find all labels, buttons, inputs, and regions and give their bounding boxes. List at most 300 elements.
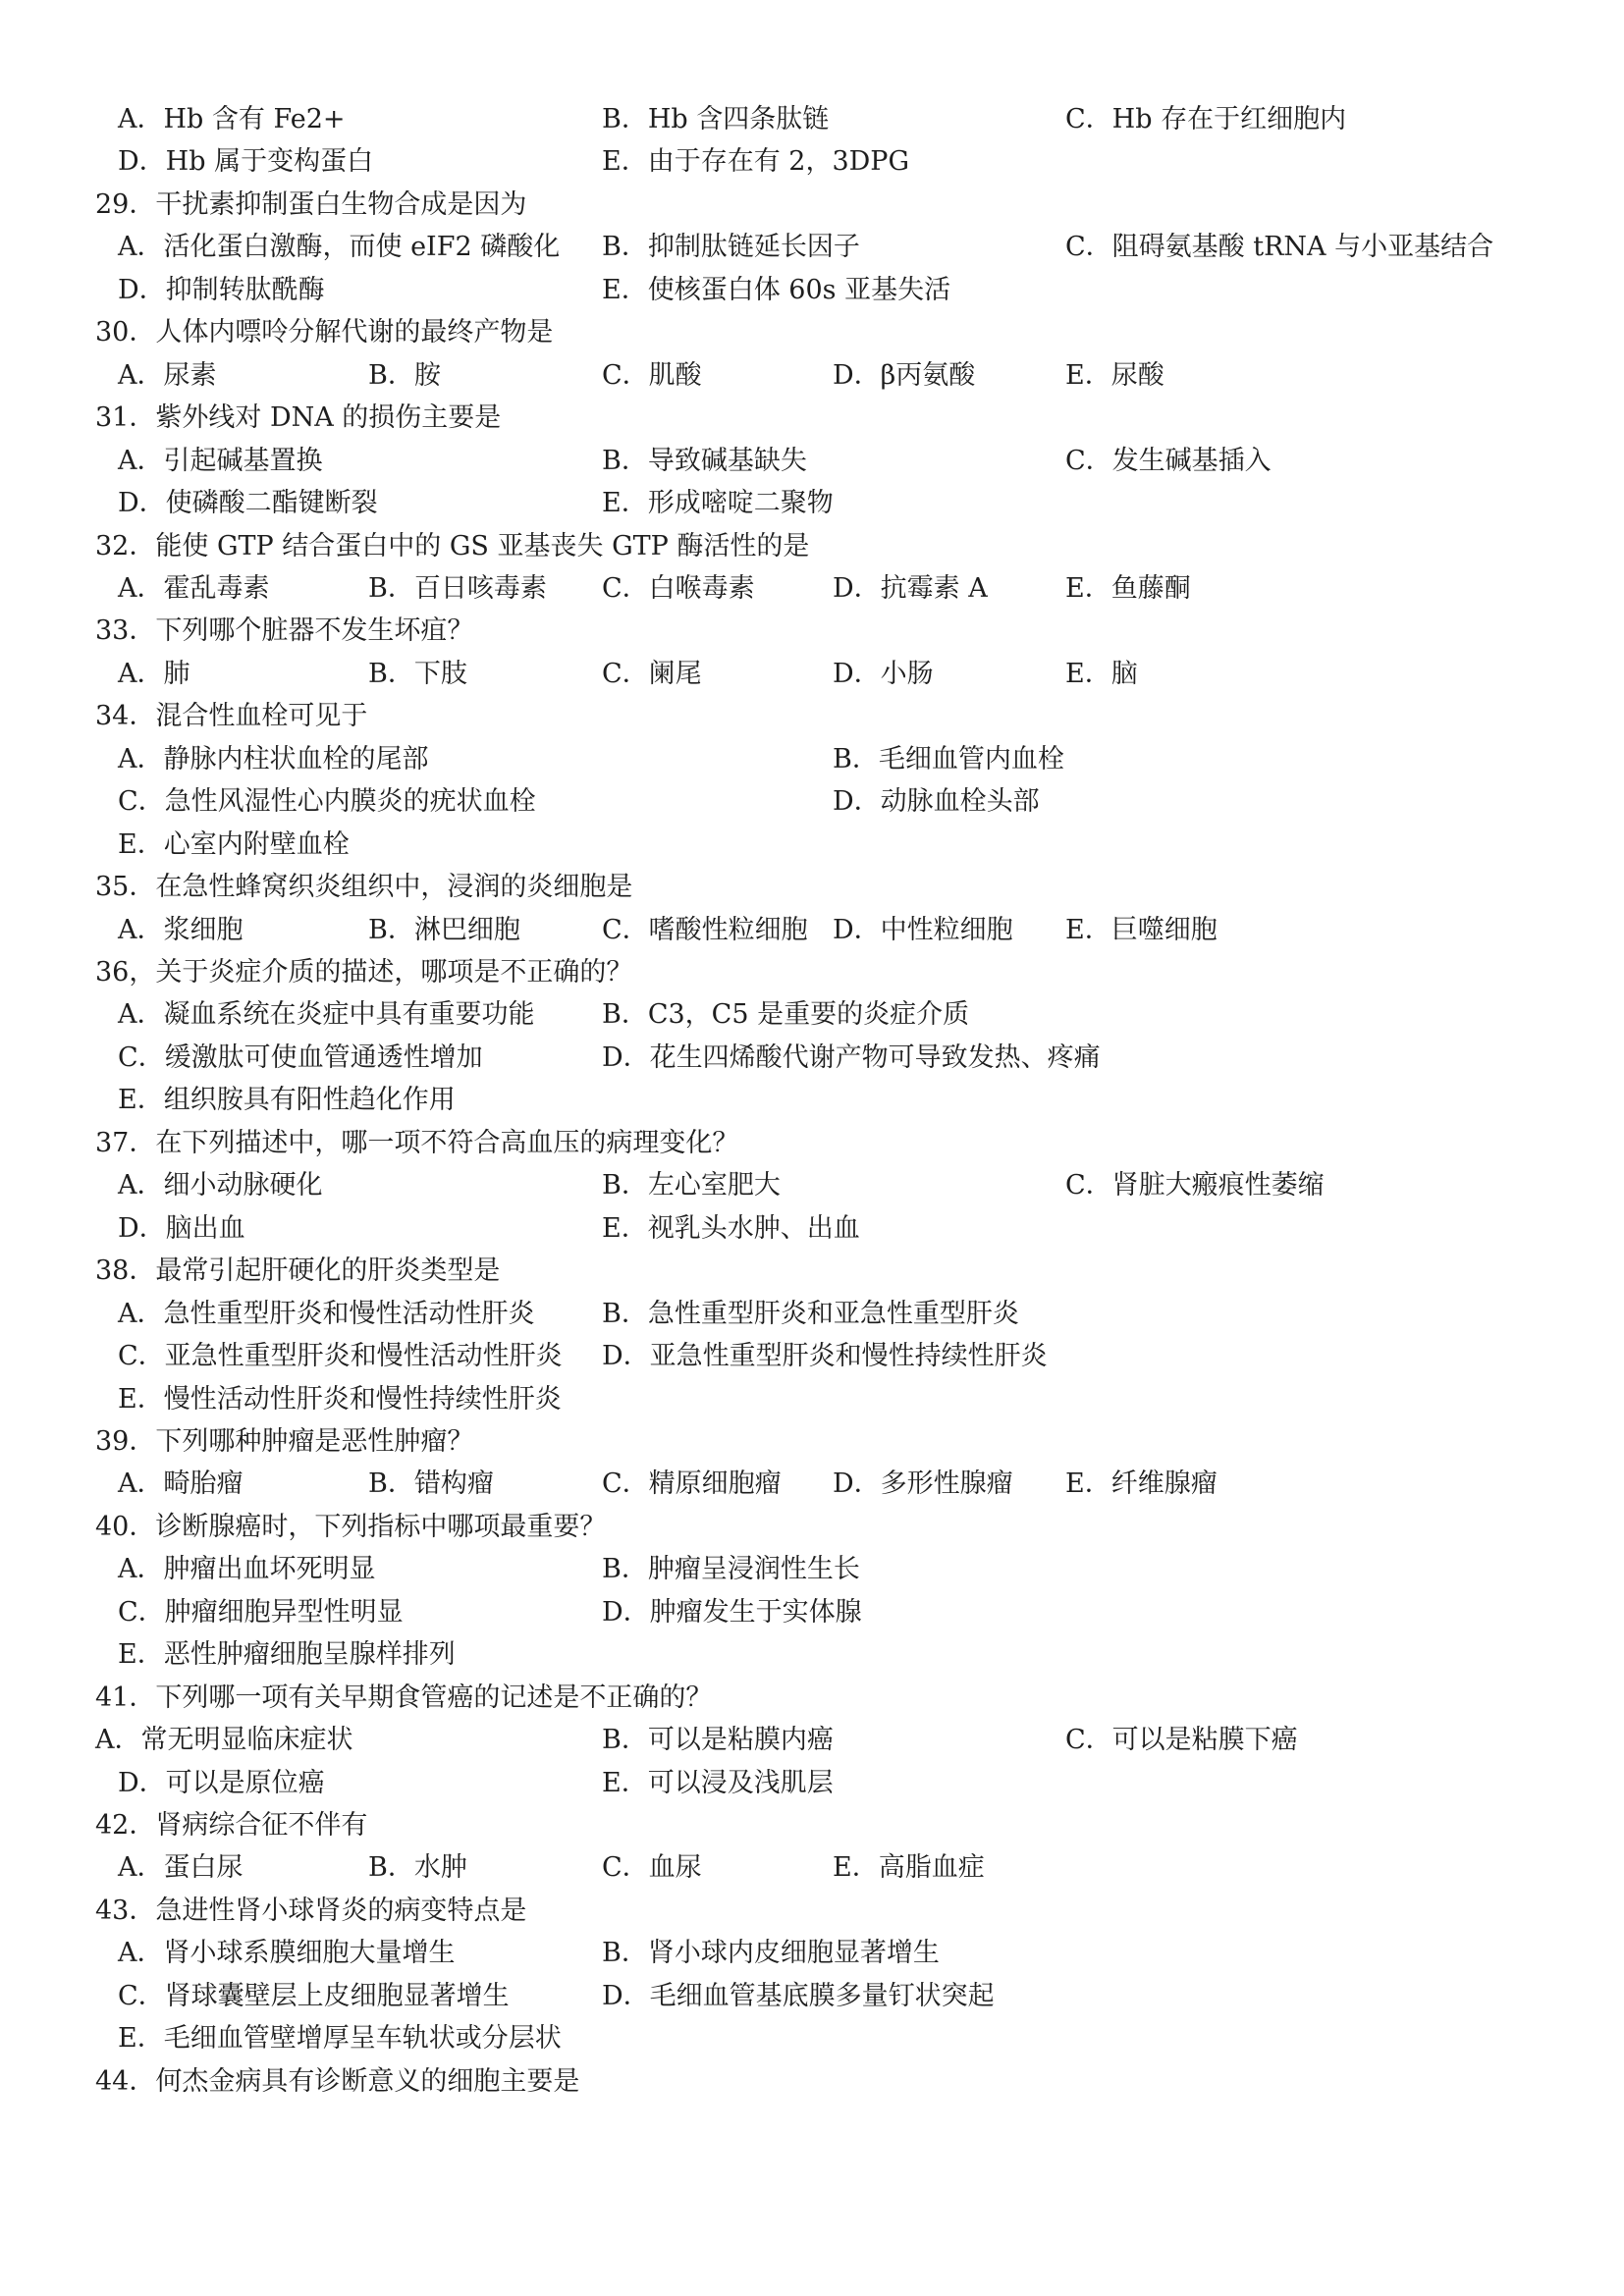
options-line: [0, 1079, 1624, 1121]
question-number: 39．: [95, 1425, 156, 1457]
option-text: 毛细血管壁增厚呈车轨状或分层状: [163, 2023, 562, 2055]
option-letter: B．: [602, 1170, 648, 1201]
option-text: 活化蛋白激酶，而使 eIF2 磷酸化: [163, 232, 561, 263]
answer-option: [118, 1975, 510, 2017]
option-letter: D．: [833, 786, 881, 818]
option-letter: B．: [602, 1938, 648, 1969]
question-line: [0, 866, 1624, 908]
option-letter: D．: [833, 572, 881, 604]
answer-option: [602, 993, 969, 1036]
answer-option: [833, 1846, 985, 1889]
option-letter: D．: [833, 1468, 881, 1500]
option-text: 肿瘤发生于实体腺: [649, 1596, 862, 1628]
question-line: [0, 1677, 1624, 1719]
question-text: 何杰金病具有诊断意义的细胞主要是: [155, 2065, 580, 2097]
option-letter: C．: [118, 1341, 165, 1372]
question-stem: [95, 311, 553, 353]
option-text: Hb 含四条肽链: [647, 104, 830, 134]
question-number: 43．: [95, 1895, 156, 1926]
option-letter: D．: [118, 1767, 166, 1798]
option-letter: C．: [1065, 232, 1112, 263]
question-line: [0, 397, 1624, 439]
answer-option: [118, 98, 346, 140]
option-letter: C．: [1065, 1170, 1112, 1201]
answer-option: [118, 780, 536, 823]
answer-option: [602, 1932, 940, 1974]
option-letter: E．: [602, 1212, 648, 1244]
answer-option: [118, 1293, 535, 1335]
question-text: 最常引起肝硬化的肝炎类型是: [155, 1255, 501, 1287]
option-letter: C．: [118, 1980, 165, 2011]
option-text: 细小动脉硬化: [163, 1170, 323, 1201]
answer-option: [118, 1207, 245, 1250]
option-text: 中性粒细胞: [880, 914, 1013, 945]
question-number: 38．: [95, 1255, 156, 1287]
option-text: 肾球囊壁层上皮细胞显著增生: [164, 1980, 510, 2011]
answer-option: [368, 354, 441, 397]
question-number: 36，: [95, 957, 156, 988]
option-text: 鱼藤酮: [1110, 572, 1191, 604]
option-text: 凝血系统在炎症中具有重要功能: [163, 999, 535, 1031]
question-text: 下列哪个脏器不发生坏疽？: [155, 615, 474, 647]
answer-option: [118, 993, 535, 1036]
question-text: 关于炎症介质的描述，哪项是不正确的？: [155, 957, 633, 988]
answer-option: [602, 567, 755, 610]
options-line: [0, 1719, 1624, 1761]
option-letter: C．: [118, 1041, 165, 1073]
question-line: [0, 695, 1624, 737]
answer-option: [1065, 909, 1218, 951]
option-text: 亚急性重型肝炎和慢性活动性肝炎: [164, 1341, 563, 1372]
question-stem: [95, 525, 809, 567]
option-letter: B．: [602, 445, 648, 476]
answer-option: [1065, 1164, 1325, 1206]
question-stem: [95, 1677, 712, 1719]
answer-option: [118, 1079, 456, 1121]
options-line: [0, 1463, 1624, 1505]
options-line: [0, 1207, 1624, 1250]
question-text: 下列哪一项有关早期食管癌的记述是不正确的？: [155, 1682, 713, 1713]
options-line: [0, 1762, 1624, 1804]
question-number: 35．: [95, 872, 156, 903]
option-letter: E．: [118, 1639, 164, 1671]
option-text: 高脂血症: [878, 1852, 985, 1884]
option-letter: B．: [602, 1725, 648, 1756]
options-line: [0, 440, 1624, 482]
option-text: 发生碱基插入: [1111, 445, 1272, 476]
option-text: 纤维腺瘤: [1110, 1468, 1218, 1500]
option-letter: B．: [833, 743, 879, 774]
answer-option: [118, 482, 378, 524]
option-letter: B．: [368, 359, 414, 391]
answer-option: [602, 1548, 860, 1590]
option-letter: C．: [602, 572, 649, 604]
answer-option: [118, 1037, 483, 1079]
answer-option: [1065, 226, 1493, 268]
option-text: 畸胎瘤: [163, 1468, 244, 1500]
option-letter: D．: [118, 1212, 166, 1244]
option-text: 阻碍氨基酸 tRNA 与小亚基结合: [1111, 232, 1494, 263]
option-text: 霍乱毒素: [163, 572, 270, 604]
options-line: [0, 1932, 1624, 1974]
question-line: [0, 1804, 1624, 1846]
option-text: 组织胺具有阳性趋化作用: [163, 1085, 456, 1116]
option-letter: E．: [1065, 658, 1111, 689]
option-text: 小肠: [880, 658, 934, 689]
option-letter: A．: [118, 914, 164, 945]
answer-option: [602, 1591, 862, 1633]
option-text: Hb 属于变构蛋白: [165, 146, 374, 178]
option-text: 淋巴细胞: [413, 914, 520, 945]
question-number: 33．: [95, 615, 156, 647]
option-text: 亚急性重型肝炎和慢性持续性肝炎: [649, 1341, 1048, 1372]
option-letter: A．: [118, 999, 164, 1031]
question-line: [0, 1890, 1624, 1932]
option-letter: A．: [118, 743, 164, 774]
option-letter: B．: [368, 658, 414, 689]
option-text: 视乳头水肿、出血: [647, 1212, 860, 1244]
option-text: 抗霉素 A: [880, 572, 988, 604]
option-text: 浆细胞: [163, 914, 244, 945]
answer-option: [118, 1846, 244, 1889]
option-text: 白喉毒素: [648, 572, 755, 604]
options-line: [0, 1975, 1624, 2017]
options-line: [0, 140, 1624, 183]
option-letter: A．: [118, 658, 164, 689]
answer-option: [118, 1335, 563, 1377]
option-text: 水肿: [413, 1852, 467, 1884]
answer-option: [1065, 653, 1138, 695]
option-letter: D．: [602, 1041, 650, 1073]
answer-option: [118, 653, 190, 695]
option-text: 急性重型肝炎和亚急性重型肝炎: [647, 1298, 1019, 1329]
option-letter: C．: [1065, 445, 1112, 476]
option-letter: C．: [1065, 104, 1112, 134]
option-letter: A．: [118, 104, 164, 134]
answer-option: [602, 1975, 995, 2017]
option-letter: B．: [602, 232, 648, 263]
answer-option: [118, 1378, 562, 1420]
answer-option: [118, 1164, 323, 1206]
question-line: [0, 525, 1624, 567]
options-line: [0, 824, 1624, 866]
option-letter: D．: [602, 1596, 650, 1628]
option-text: 巨噬细胞: [1110, 914, 1218, 945]
option-letter: C．: [602, 914, 649, 945]
question-stem: [95, 1506, 606, 1548]
answer-option: [118, 226, 560, 268]
question-text: 紫外线对 DNA 的损伤主要是: [155, 402, 502, 434]
option-text: 毛细血管基底膜多量钉状突起: [649, 1980, 995, 2011]
answer-option: [1065, 98, 1346, 140]
answer-option: [602, 1037, 1101, 1079]
option-text: 脑出血: [165, 1212, 245, 1244]
question-number: 29．: [95, 188, 156, 220]
answer-option: [602, 1164, 781, 1206]
option-text: 动脉血栓头部: [880, 786, 1040, 818]
option-text: 肿瘤呈浸润性生长: [647, 1554, 860, 1585]
option-text: 使核蛋白体 60s 亚基失活: [647, 274, 951, 305]
question-stem: [95, 610, 473, 652]
option-letter: E．: [602, 488, 648, 519]
option-letter: C．: [118, 1596, 165, 1628]
question-stem: [95, 1250, 500, 1292]
answer-option: [118, 1932, 456, 1974]
option-text: 急性重型肝炎和慢性活动性肝炎: [163, 1298, 535, 1329]
option-letter: A．: [118, 232, 164, 263]
answer-option: [833, 567, 988, 610]
answer-option: [118, 1463, 244, 1505]
option-text: 慢性活动性肝炎和慢性持续性肝炎: [163, 1383, 562, 1415]
answer-option: [602, 354, 702, 397]
option-text: 由于存在有 2，3DPG: [647, 146, 910, 178]
option-text: 花生四烯酸代谢产物可导致发热、疼痛: [649, 1041, 1101, 1073]
option-text: 抑制肽链延长因子: [647, 232, 860, 263]
options-line: [0, 567, 1624, 610]
option-text: 嗜酸性粒细胞: [648, 914, 808, 945]
question-text: 能使 GTP 结合蛋白中的 GS 亚基丧失 GTP 酶活性的是: [155, 530, 810, 561]
option-text: 尿酸: [1110, 359, 1164, 391]
option-letter: A．: [118, 1938, 164, 1969]
option-letter: E．: [1065, 914, 1111, 945]
options-line: [0, 1164, 1624, 1206]
answer-option: [602, 1463, 782, 1505]
question-stem: [95, 866, 632, 908]
option-text: 导致碱基缺失: [647, 445, 807, 476]
option-letter: E．: [602, 1767, 648, 1798]
answer-option: [602, 1335, 1048, 1377]
answer-option: [118, 440, 323, 482]
option-letter: E．: [602, 274, 648, 305]
question-number: 37．: [95, 1127, 156, 1158]
question-line: [0, 951, 1624, 993]
question-text: 诊断腺癌时，下列指标中哪项最重要？: [155, 1511, 607, 1542]
question-line: [0, 1122, 1624, 1164]
option-letter: E．: [118, 828, 164, 860]
answer-option: [118, 1548, 376, 1590]
answer-option: [95, 1719, 353, 1761]
option-letter: C．: [602, 658, 649, 689]
question-number: 34．: [95, 701, 156, 732]
option-letter: E．: [118, 1085, 164, 1116]
option-letter: B．: [368, 1852, 414, 1884]
answer-option: [602, 98, 829, 140]
option-text: 阑尾: [648, 658, 702, 689]
options-line: [0, 1846, 1624, 1889]
answer-option: [1065, 440, 1272, 482]
answer-option: [118, 1591, 404, 1633]
options-line: [0, 2017, 1624, 2059]
option-letter: E．: [1065, 572, 1111, 604]
answer-option: [1065, 1719, 1298, 1761]
answer-option: [833, 354, 975, 397]
answer-option: [602, 653, 702, 695]
options-line: [0, 354, 1624, 397]
options-line: [0, 482, 1624, 524]
answer-option: [833, 653, 934, 695]
option-text: Hb 存在于红细胞内: [1111, 104, 1347, 134]
option-text: 多形性腺瘤: [880, 1468, 1013, 1500]
question-text: 急进性肾小球肾炎的病变特点是: [155, 1895, 527, 1926]
question-stem: [95, 1890, 526, 1932]
answer-option: [118, 567, 270, 610]
option-letter: C．: [602, 1468, 649, 1500]
option-letter: B．: [602, 999, 648, 1031]
answer-option: [602, 1293, 1019, 1335]
option-letter: B．: [368, 572, 414, 604]
question-number: 30．: [95, 317, 156, 348]
options-line: [0, 1633, 1624, 1676]
option-text: 抑制转肽酰酶: [165, 274, 325, 305]
option-letter: A．: [118, 572, 164, 604]
question-number: 44．: [95, 2065, 156, 2097]
option-text: 肾小球内皮细胞显著增生: [647, 1938, 940, 1969]
answer-option: [602, 482, 834, 524]
answer-option: [368, 567, 547, 610]
answer-option: [118, 824, 350, 866]
option-text: 错构瘤: [413, 1468, 494, 1500]
option-text: 下肢: [413, 658, 467, 689]
answer-option: [1065, 1463, 1218, 1505]
option-letter: A．: [118, 359, 164, 391]
option-text: 心室内附壁血栓: [163, 828, 350, 860]
answer-option: [118, 140, 373, 183]
option-text: 急性风湿性心内膜炎的疣状血栓: [164, 786, 536, 818]
options-line: [0, 226, 1624, 268]
option-letter: E．: [118, 2023, 164, 2055]
options-line: [0, 1037, 1624, 1079]
question-text: 干扰素抑制蛋白生物合成是因为: [155, 188, 527, 220]
option-text: 蛋白尿: [163, 1852, 244, 1884]
option-letter: E．: [833, 1852, 879, 1884]
question-text: 肾病综合征不伴有: [155, 1810, 368, 1841]
option-text: 形成嘧啶二聚物: [647, 488, 834, 519]
options-line: [0, 653, 1624, 695]
options-line: [0, 909, 1624, 951]
option-text: 百日咳毒素: [413, 572, 547, 604]
option-text: Hb 含有 Fe2+: [163, 104, 346, 134]
question-number: 42．: [95, 1810, 156, 1841]
question-text: 下列哪种肿瘤是恶性肿瘤？: [155, 1425, 474, 1457]
answer-option: [602, 226, 860, 268]
question-text: 在急性蜂窝织炎组织中，浸润的炎细胞是: [155, 872, 633, 903]
option-text: β丙氨酸: [880, 359, 976, 391]
question-number: 31．: [95, 402, 156, 434]
question-line: [0, 1420, 1624, 1463]
option-text: 尿素: [163, 359, 217, 391]
question-stem: [95, 1122, 738, 1164]
option-letter: A．: [118, 1554, 164, 1585]
option-text: 毛细血管内血栓: [878, 743, 1064, 774]
option-text: 肿瘤出血坏死明显: [163, 1554, 376, 1585]
question-number: 41．: [95, 1682, 156, 1713]
option-letter: C．: [118, 786, 165, 818]
answer-option: [833, 909, 1013, 951]
answer-option: [1065, 567, 1191, 610]
option-text: 肾小球系膜细胞大量增生: [163, 1938, 456, 1969]
answer-option: [118, 354, 217, 397]
option-text: 左心室肥大: [647, 1170, 781, 1201]
question-line: [0, 1506, 1624, 1548]
option-letter: E．: [602, 146, 648, 178]
option-text: 脑: [1110, 658, 1138, 689]
question-line: [0, 184, 1624, 226]
options-line: [0, 738, 1624, 780]
question-stem: [95, 951, 632, 993]
option-text: 使磷酸二酯键断裂: [165, 488, 378, 519]
option-text: 肾脏大瘢痕性萎缩: [1111, 1170, 1325, 1201]
option-letter: A．: [118, 445, 164, 476]
option-letter: C．: [1065, 1725, 1112, 1756]
answer-option: [368, 909, 520, 951]
option-text: 可以是原位癌: [165, 1767, 325, 1798]
answer-option: [118, 738, 429, 780]
answer-option: [368, 653, 467, 695]
options-line: [0, 269, 1624, 311]
question-stem: [95, 397, 501, 439]
answer-option: [602, 140, 909, 183]
option-letter: D．: [118, 274, 166, 305]
question-number: 32．: [95, 530, 156, 561]
options-line: [0, 780, 1624, 823]
option-text: C3，C5 是重要的炎症介质: [647, 999, 970, 1031]
answer-option: [833, 780, 1040, 823]
answer-option: [118, 1762, 325, 1804]
option-letter: D．: [602, 1341, 650, 1372]
answer-option: [602, 1762, 834, 1804]
option-letter: A．: [118, 1852, 164, 1884]
answer-option: [833, 1463, 1013, 1505]
option-letter: D．: [602, 1980, 650, 2011]
question-number: 40．: [95, 1511, 156, 1542]
option-text: 精原细胞瘤: [648, 1468, 782, 1500]
option-letter: D．: [118, 146, 166, 178]
option-letter: B．: [602, 104, 648, 134]
answer-option: [602, 440, 807, 482]
option-text: 恶性肿瘤细胞呈腺样排列: [163, 1639, 456, 1671]
answer-option: [118, 909, 244, 951]
option-letter: E．: [1065, 359, 1111, 391]
options-line: [0, 1548, 1624, 1590]
option-letter: A．: [118, 1298, 164, 1329]
answer-option: [368, 1846, 467, 1889]
answer-option: [833, 738, 1064, 780]
question-stem: [95, 1420, 473, 1463]
option-letter: A．: [118, 1170, 164, 1201]
option-text: 可以是粘膜内癌: [647, 1725, 834, 1756]
question-text: 人体内嘌呤分解代谢的最终产物是: [155, 317, 554, 348]
answer-option: [602, 269, 950, 311]
option-letter: E．: [1065, 1468, 1111, 1500]
option-letter: C．: [602, 1852, 649, 1884]
answer-option: [368, 1463, 494, 1505]
option-text: 缓激肽可使血管通透性增加: [164, 1041, 483, 1073]
option-text: 肺: [163, 658, 190, 689]
option-text: 静脉内柱状血栓的尾部: [163, 743, 429, 774]
option-letter: D．: [833, 914, 881, 945]
option-letter: B．: [368, 914, 414, 945]
question-line: [0, 610, 1624, 652]
option-letter: A．: [95, 1725, 141, 1756]
option-letter: B．: [368, 1468, 414, 1500]
answer-option: [1065, 354, 1164, 397]
options-line: [0, 1378, 1624, 1420]
question-line: [0, 2060, 1624, 2103]
answer-option: [602, 909, 808, 951]
options-line: [0, 1293, 1624, 1335]
option-text: 胺: [413, 359, 441, 391]
option-letter: B．: [602, 1554, 648, 1585]
